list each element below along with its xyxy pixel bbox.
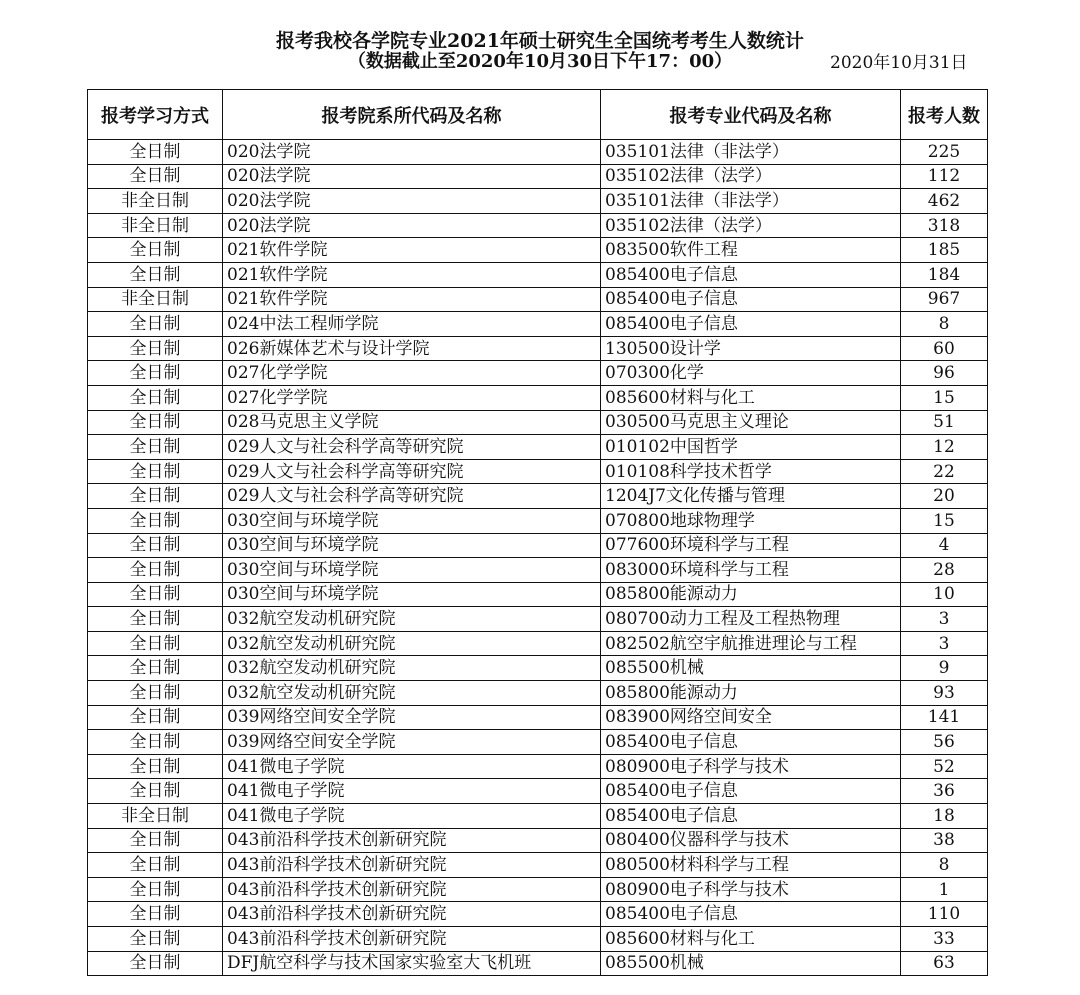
table-row <box>88 902 988 927</box>
mode-cell: 全日制 <box>88 681 223 706</box>
column-header-count: 报考人数 <box>901 90 988 140</box>
table-row <box>88 164 988 189</box>
major-cell: 070300化学 <box>601 361 901 386</box>
count-cell: 3 <box>901 607 988 632</box>
mode-cell: 全日制 <box>88 631 223 656</box>
mode-cell: 全日制 <box>88 754 223 779</box>
count-cell: 141 <box>901 705 988 730</box>
column-header-department: 报考院系所代码及名称 <box>223 90 601 140</box>
major-cell: 085400电子信息 <box>601 730 901 755</box>
table-row <box>88 656 988 681</box>
table-row <box>88 336 988 361</box>
count-cell: 38 <box>901 828 988 853</box>
count-cell: 15 <box>901 385 988 410</box>
table-row <box>88 189 988 214</box>
major-cell: 1204J7文化传播与管理 <box>601 484 901 509</box>
department-cell: 043前沿科学技术创新研究院 <box>223 877 601 902</box>
mode-cell: 全日制 <box>88 705 223 730</box>
mode-cell: 全日制 <box>88 533 223 558</box>
table-row <box>88 951 988 976</box>
department-cell: 039网络空间安全学院 <box>223 730 601 755</box>
count-cell: 60 <box>901 336 988 361</box>
department-cell: 021软件学院 <box>223 238 601 263</box>
mode-cell: 全日制 <box>88 877 223 902</box>
table-row <box>88 730 988 755</box>
count-cell: 18 <box>901 804 988 829</box>
department-cell: 032航空发动机研究院 <box>223 656 601 681</box>
count-cell: 184 <box>901 262 988 287</box>
count-cell: 462 <box>901 189 988 214</box>
mode-cell: 全日制 <box>88 607 223 632</box>
table-body <box>88 140 988 976</box>
major-cell: 130500设计学 <box>601 336 901 361</box>
mode-cell: 全日制 <box>88 140 223 165</box>
department-cell: 032航空发动机研究院 <box>223 631 601 656</box>
table-row <box>88 533 988 558</box>
mode-cell: 全日制 <box>88 164 223 189</box>
mode-cell: 全日制 <box>88 336 223 361</box>
major-cell: 085500机械 <box>601 951 901 976</box>
document-subtitle: （数据截止至2020年10月30日下午17：00） <box>347 51 733 72</box>
count-cell: 36 <box>901 779 988 804</box>
count-cell: 63 <box>901 951 988 976</box>
mode-cell: 全日制 <box>88 656 223 681</box>
department-cell: 030空间与环境学院 <box>223 508 601 533</box>
department-cell: 029人文与社会科学高等研究院 <box>223 459 601 484</box>
major-cell: 035101法律（非法学） <box>601 140 901 165</box>
major-cell: 085400电子信息 <box>601 902 901 927</box>
count-cell: 967 <box>901 287 988 312</box>
department-cell: DFJ航空科学与技术国家实验室大飞机班 <box>223 951 601 976</box>
count-cell: 110 <box>901 902 988 927</box>
major-cell: 083000环境科学与工程 <box>601 558 901 583</box>
major-cell: 035101法律（非法学） <box>601 189 901 214</box>
major-cell: 030500马克思主义理论 <box>601 410 901 435</box>
major-cell: 085800能源动力 <box>601 681 901 706</box>
department-cell: 032航空发动机研究院 <box>223 681 601 706</box>
major-cell: 085800能源动力 <box>601 582 901 607</box>
mode-cell: 全日制 <box>88 484 223 509</box>
count-cell: 51 <box>901 410 988 435</box>
major-cell: 010102中国哲学 <box>601 435 901 460</box>
table-row <box>88 435 988 460</box>
table-row <box>88 705 988 730</box>
department-cell: 039网络空间安全学院 <box>223 705 601 730</box>
table-row <box>88 262 988 287</box>
mode-cell: 全日制 <box>88 508 223 533</box>
mode-cell: 全日制 <box>88 385 223 410</box>
table-row <box>88 877 988 902</box>
mode-cell: 全日制 <box>88 410 223 435</box>
mode-cell: 全日制 <box>88 558 223 583</box>
major-cell: 085400电子信息 <box>601 312 901 337</box>
department-cell: 020法学院 <box>223 189 601 214</box>
count-cell: 12 <box>901 435 988 460</box>
major-cell: 080900电子科学与技术 <box>601 754 901 779</box>
mode-cell: 全日制 <box>88 902 223 927</box>
table-row <box>88 804 988 829</box>
count-cell: 225 <box>901 140 988 165</box>
table-row <box>88 410 988 435</box>
mode-cell: 非全日制 <box>88 189 223 214</box>
count-cell: 56 <box>901 730 988 755</box>
major-cell: 080900电子科学与技术 <box>601 877 901 902</box>
count-cell: 8 <box>901 312 988 337</box>
mode-cell: 全日制 <box>88 435 223 460</box>
count-cell: 9 <box>901 656 988 681</box>
department-cell: 026新媒体艺术与设计学院 <box>223 336 601 361</box>
table-row <box>88 754 988 779</box>
mode-cell: 全日制 <box>88 312 223 337</box>
table-row <box>88 558 988 583</box>
department-cell: 030空间与环境学院 <box>223 533 601 558</box>
mode-cell: 全日制 <box>88 262 223 287</box>
department-cell: 043前沿科学技术创新研究院 <box>223 853 601 878</box>
count-cell: 20 <box>901 484 988 509</box>
major-cell: 070800地球物理学 <box>601 508 901 533</box>
major-cell: 085600材料与化工 <box>601 385 901 410</box>
mode-cell: 全日制 <box>88 459 223 484</box>
count-cell: 185 <box>901 238 988 263</box>
mode-cell: 全日制 <box>88 238 223 263</box>
table-row <box>88 853 988 878</box>
major-cell: 083900网络空间安全 <box>601 705 901 730</box>
major-cell: 085400电子信息 <box>601 287 901 312</box>
count-cell: 318 <box>901 213 988 238</box>
department-cell: 030空间与环境学院 <box>223 558 601 583</box>
count-cell: 112 <box>901 164 988 189</box>
department-cell: 043前沿科学技术创新研究院 <box>223 927 601 952</box>
count-cell: 22 <box>901 459 988 484</box>
document-date: 2020年10月31日 <box>830 53 968 73</box>
column-header-major: 报考专业代码及名称 <box>601 90 901 140</box>
table-row <box>88 140 988 165</box>
major-cell: 085400电子信息 <box>601 779 901 804</box>
count-cell: 10 <box>901 582 988 607</box>
major-cell: 085400电子信息 <box>601 804 901 829</box>
mode-cell: 非全日制 <box>88 287 223 312</box>
count-cell: 96 <box>901 361 988 386</box>
count-cell: 4 <box>901 533 988 558</box>
mode-cell: 全日制 <box>88 951 223 976</box>
applicant-statistics-table <box>87 89 988 976</box>
major-cell: 010108科学技术哲学 <box>601 459 901 484</box>
major-cell: 085500机械 <box>601 656 901 681</box>
mode-cell: 非全日制 <box>88 804 223 829</box>
department-cell: 032航空发动机研究院 <box>223 607 601 632</box>
count-cell: 1 <box>901 877 988 902</box>
department-cell: 021软件学院 <box>223 262 601 287</box>
table-row <box>88 459 988 484</box>
table-row <box>88 484 988 509</box>
mode-cell: 全日制 <box>88 828 223 853</box>
table-header-row <box>88 90 988 140</box>
mode-cell: 全日制 <box>88 361 223 386</box>
mode-cell: 非全日制 <box>88 213 223 238</box>
count-cell: 33 <box>901 927 988 952</box>
table-row <box>88 508 988 533</box>
table-row <box>88 287 988 312</box>
count-cell: 3 <box>901 631 988 656</box>
table-row <box>88 681 988 706</box>
table-row <box>88 582 988 607</box>
department-cell: 021软件学院 <box>223 287 601 312</box>
department-cell: 027化学学院 <box>223 361 601 386</box>
count-cell: 52 <box>901 754 988 779</box>
major-cell: 080700动力工程及工程热物理 <box>601 607 901 632</box>
table-row <box>88 927 988 952</box>
document-title: 报考我校各学院专业2021年硕士研究生全国统考考生人数统计 <box>276 30 804 52</box>
department-cell: 020法学院 <box>223 164 601 189</box>
department-cell: 027化学学院 <box>223 385 601 410</box>
department-cell: 030空间与环境学院 <box>223 582 601 607</box>
major-cell: 080400仪器科学与技术 <box>601 828 901 853</box>
department-cell: 041微电子学院 <box>223 754 601 779</box>
mode-cell: 全日制 <box>88 927 223 952</box>
mode-cell: 全日制 <box>88 730 223 755</box>
major-cell: 082502航空宇航推进理论与工程 <box>601 631 901 656</box>
count-cell: 28 <box>901 558 988 583</box>
major-cell: 083500软件工程 <box>601 238 901 263</box>
table-row <box>88 213 988 238</box>
table-row <box>88 385 988 410</box>
major-cell: 077600环境科学与工程 <box>601 533 901 558</box>
mode-cell: 全日制 <box>88 779 223 804</box>
department-cell: 028马克思主义学院 <box>223 410 601 435</box>
mode-cell: 全日制 <box>88 853 223 878</box>
department-cell: 024中法工程师学院 <box>223 312 601 337</box>
department-cell: 043前沿科学技术创新研究院 <box>223 828 601 853</box>
count-cell: 15 <box>901 508 988 533</box>
table-row <box>88 631 988 656</box>
count-cell: 8 <box>901 853 988 878</box>
table-row <box>88 361 988 386</box>
department-cell: 043前沿科学技术创新研究院 <box>223 902 601 927</box>
table-row <box>88 607 988 632</box>
department-cell: 041微电子学院 <box>223 779 601 804</box>
department-cell: 020法学院 <box>223 213 601 238</box>
department-cell: 029人文与社会科学高等研究院 <box>223 435 601 460</box>
major-cell: 085400电子信息 <box>601 262 901 287</box>
count-cell: 93 <box>901 681 988 706</box>
department-cell: 041微电子学院 <box>223 804 601 829</box>
major-cell: 085600材料与化工 <box>601 927 901 952</box>
major-cell: 080500材料科学与工程 <box>601 853 901 878</box>
major-cell: 035102法律（法学） <box>601 164 901 189</box>
major-cell: 035102法律（法学） <box>601 213 901 238</box>
table-row <box>88 828 988 853</box>
table-row <box>88 238 988 263</box>
table-row <box>88 312 988 337</box>
column-header-mode: 报考学习方式 <box>88 90 223 140</box>
department-cell: 029人文与社会科学高等研究院 <box>223 484 601 509</box>
mode-cell: 全日制 <box>88 582 223 607</box>
department-cell: 020法学院 <box>223 140 601 165</box>
table-row <box>88 779 988 804</box>
